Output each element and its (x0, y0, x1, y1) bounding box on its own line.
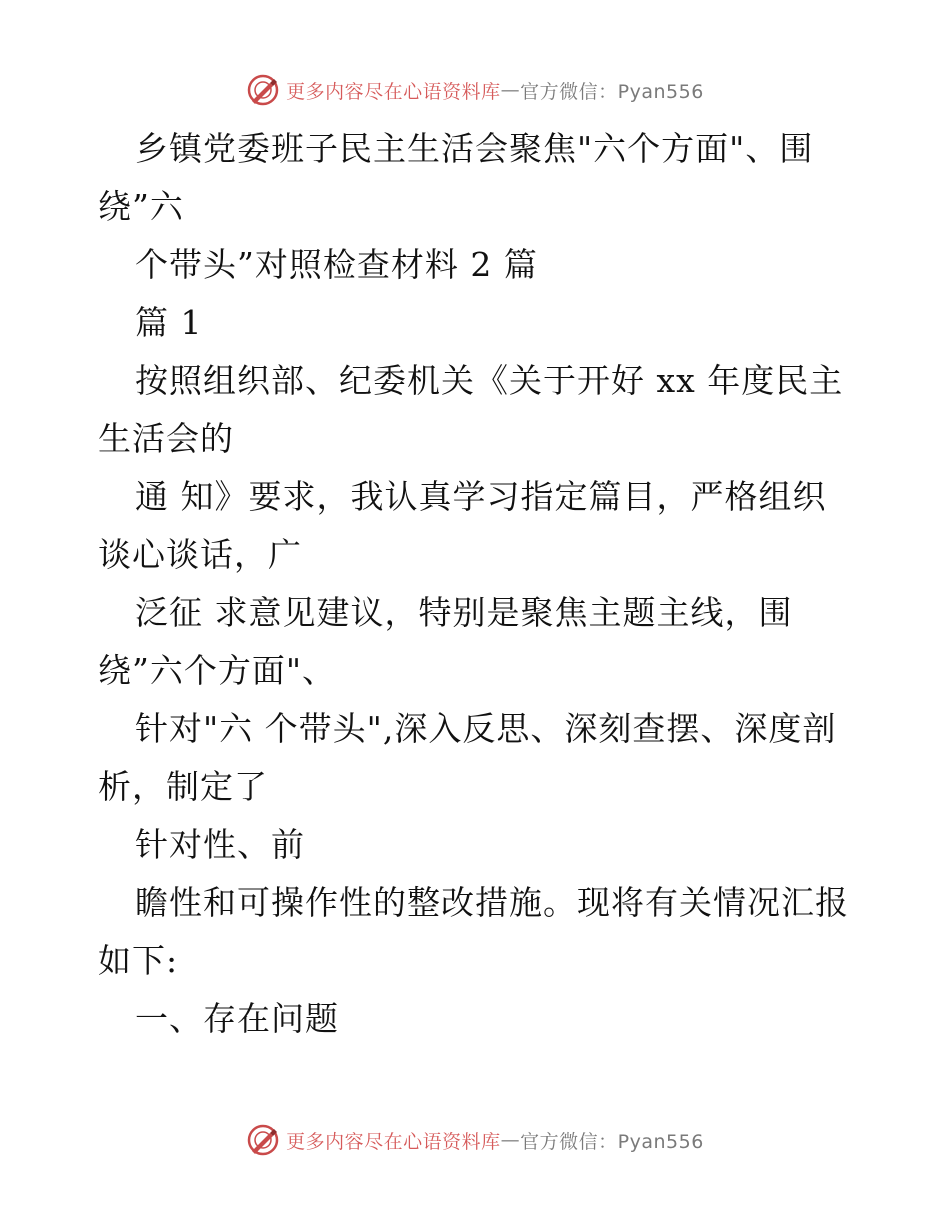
pen-logo-icon (246, 1123, 280, 1157)
document-body (98, 120, 868, 1048)
text-line: 针对"六 个带头",深入反思、深刻查摆、深度剖 (135, 709, 837, 748)
text-line: 如下: (98, 941, 179, 980)
text-line: 瞻性和可操作性的整改措施。现将有关情况汇报 (135, 883, 849, 922)
watermark-dash: — (500, 1129, 521, 1151)
text-line: 绕”六 (98, 187, 184, 226)
text-line: 针对性、前 (135, 825, 305, 864)
watermark-brand: 更多内容尽在心语资料库 (286, 1130, 501, 1153)
text-line: 析，制定了 (98, 767, 268, 806)
text-line: 通 知》要求，我认真学习指定篇目，严格组织 (135, 477, 827, 516)
text-line: 乡镇党委班子民主生活会聚焦"六个方面"、围 (135, 129, 814, 168)
watermark-wechat: 官方微信：Pyan556 (520, 1130, 704, 1153)
watermark-brand: 更多内容尽在心语资料库 (286, 80, 501, 103)
text-line: 泛征 求意见建议，特别是聚焦主题主线，围 (135, 593, 793, 632)
text-line: 谈心谈话，广 (98, 535, 302, 574)
watermark-wechat: 官方微信：Pyan556 (520, 80, 704, 103)
text-line: 一、存在问题 (135, 999, 339, 1038)
text-line: 个带头”对照检查材料 2 篇 (135, 245, 538, 284)
text-line: 篇 1 (135, 303, 203, 342)
text-line: 生活会的 (98, 419, 234, 458)
pen-logo-icon (246, 73, 280, 107)
header-watermark (0, 70, 950, 110)
text-line: 绕”六个方面"、 (98, 651, 337, 690)
footer-watermark (0, 1120, 950, 1160)
watermark-dash: — (500, 79, 521, 101)
text-line: 按照组织部、纪委机关《关于开好 xx 年度民主 (135, 361, 844, 400)
